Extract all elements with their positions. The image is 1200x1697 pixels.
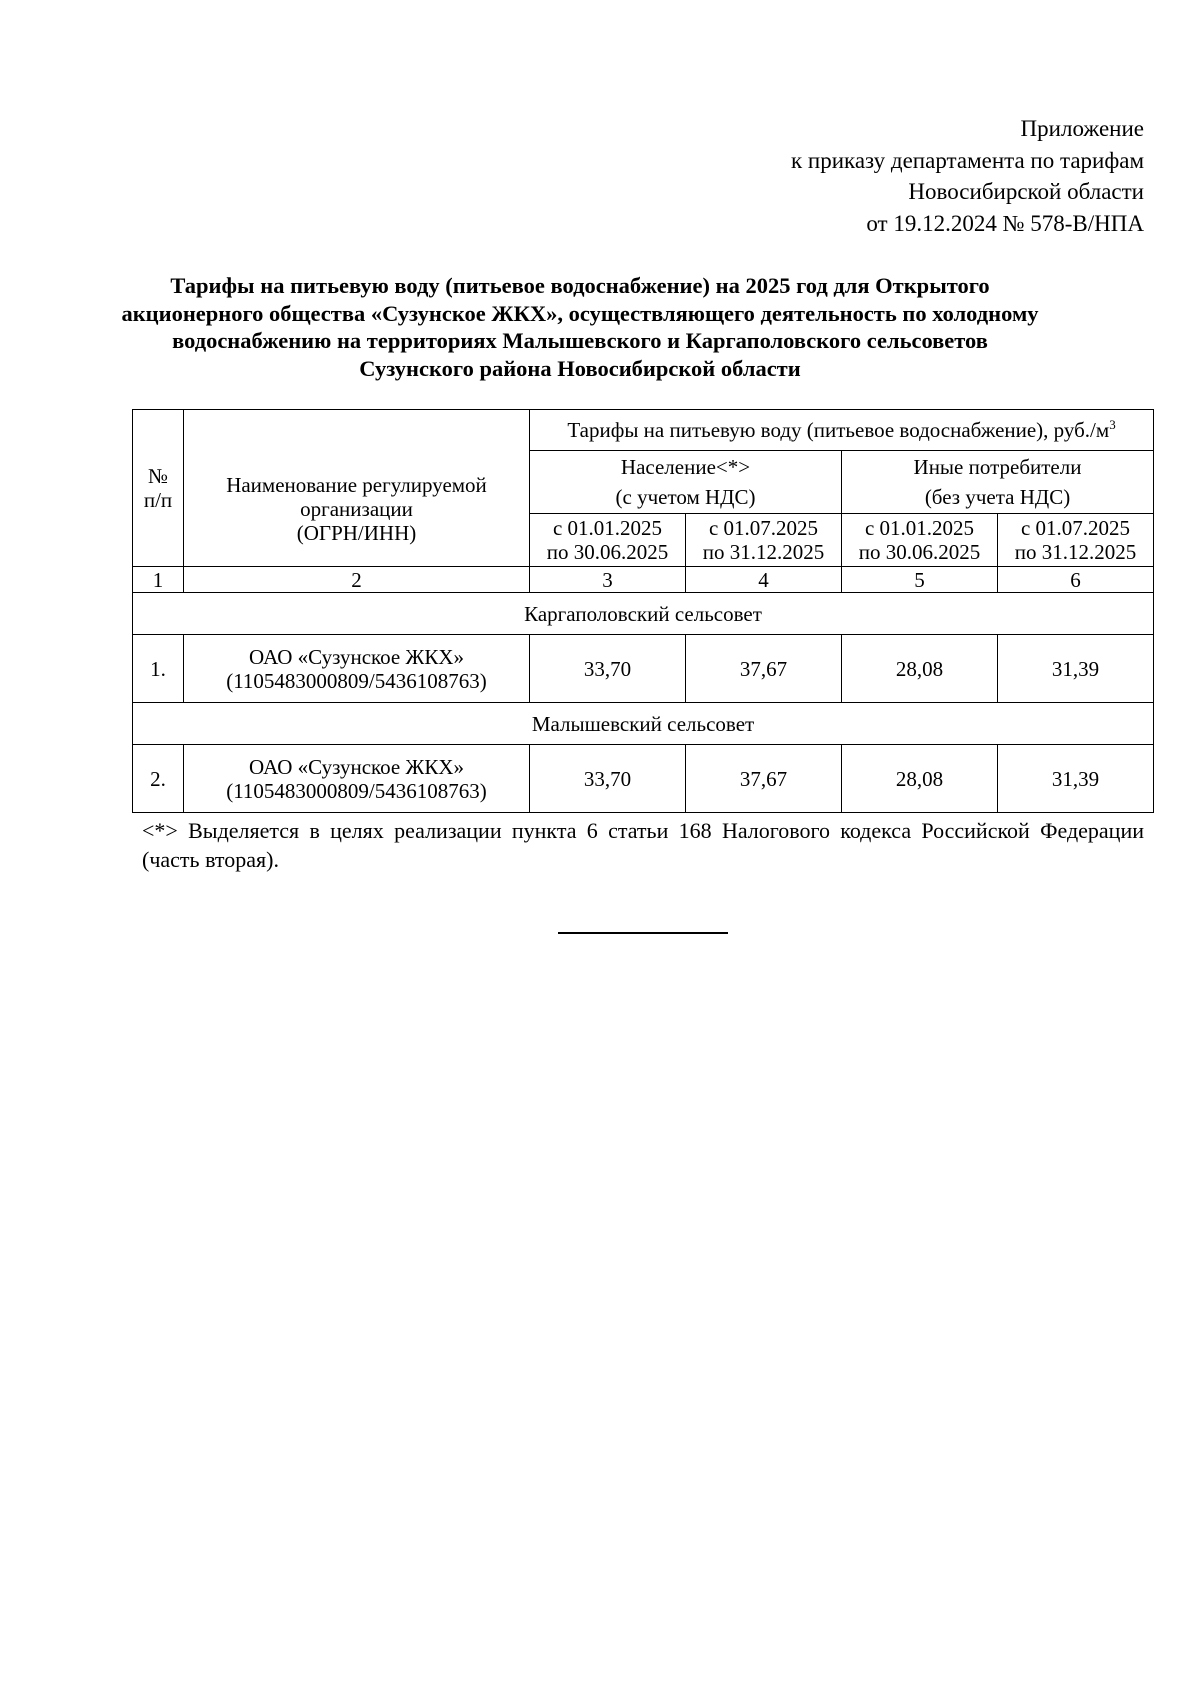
tariff-value: 37,67 bbox=[686, 745, 842, 813]
org-header-line: (ОГРН/ИНН) bbox=[296, 521, 417, 545]
others-header-line: (без учета НДС) bbox=[924, 485, 1071, 509]
org-ids: (1105483000809/5436108763) bbox=[226, 668, 487, 693]
period-header bbox=[842, 514, 998, 567]
tariffs-header-text: Тарифы на питьевую воду (питьевое водоснабжение), руб./м bbox=[567, 418, 1110, 442]
period-line: с 01.07.2025 bbox=[1020, 516, 1131, 540]
column-number: 5 bbox=[842, 567, 998, 593]
appendix-line: к приказу департамента по тарифам bbox=[790, 147, 1144, 173]
population-header-line: (с учетом НДС) bbox=[615, 485, 756, 509]
period-header bbox=[686, 514, 842, 567]
table-row bbox=[133, 745, 1154, 813]
org-name: ОАО «Сузунское ЖКХ» bbox=[248, 754, 464, 779]
title-line: водоснабжению на территориях Малышевского и Каргаполовского сельсоветов bbox=[172, 328, 988, 353]
period-line: по 31.12.2025 bbox=[1014, 540, 1137, 564]
number-column-header bbox=[133, 410, 184, 567]
org-header-line: Наименование регулируемой bbox=[226, 473, 487, 497]
tariff-value: 33,70 bbox=[530, 635, 686, 703]
section-row bbox=[133, 593, 1154, 635]
section-name: Малышевский сельсовет bbox=[133, 703, 1154, 745]
period-line: по 30.06.2025 bbox=[858, 540, 981, 564]
appendix-line: Новосибирской области bbox=[908, 179, 1144, 204]
title-line: акционерного общества «Сузунское ЖКХ», осуществляющего деятельность по холодному bbox=[121, 300, 1039, 326]
row-number: 1. bbox=[133, 635, 184, 703]
title-line: Сузунского района Новосибирской области bbox=[359, 355, 801, 381]
org-cell bbox=[184, 635, 530, 703]
appendix-block bbox=[791, 113, 1144, 239]
tariff-value: 28,08 bbox=[842, 745, 998, 813]
number-header-line: № bbox=[147, 464, 169, 488]
title-line: Тарифы на питьевую воду (питьевое водоснабжение) на 2025 год для Открытого bbox=[170, 273, 990, 298]
others-group-header bbox=[842, 451, 1154, 514]
period-line: с 01.01.2025 bbox=[552, 516, 663, 540]
period-line: с 01.07.2025 bbox=[708, 516, 819, 540]
appendix-line: Приложение bbox=[1020, 116, 1144, 141]
column-number: 6 bbox=[998, 567, 1154, 593]
appendix-line: от 19.12.2024 № 578-В/НПА bbox=[866, 210, 1144, 236]
document-title bbox=[110, 272, 1050, 382]
tariffs-header-sup: 3 bbox=[1109, 417, 1116, 432]
period-header bbox=[530, 514, 686, 567]
tariff-value: 31,39 bbox=[998, 635, 1154, 703]
tariffs-table bbox=[132, 409, 1154, 813]
section-name: Каргаполовский сельсовет bbox=[133, 593, 1154, 635]
header-row-1 bbox=[133, 410, 1154, 451]
tariff-value: 37,67 bbox=[686, 635, 842, 703]
footnote: <*> Выделяется в целях реализации пункта 6 статьи 168 Налогового кодекса Российской Федерации (часть вторая). bbox=[142, 818, 1144, 872]
tariff-value: 31,39 bbox=[998, 745, 1154, 813]
population-group-header bbox=[530, 451, 842, 514]
table-row bbox=[133, 635, 1154, 703]
org-ids: (1105483000809/5436108763) bbox=[226, 778, 487, 803]
org-header-line: организации bbox=[300, 497, 413, 521]
org-column-header bbox=[184, 410, 530, 567]
org-cell bbox=[184, 745, 530, 813]
population-header-line: Население<*> bbox=[620, 455, 751, 479]
section-row bbox=[133, 703, 1154, 745]
period-line: по 30.06.2025 bbox=[546, 540, 669, 564]
period-line: по 31.12.2025 bbox=[702, 540, 825, 564]
tariffs-group-header bbox=[530, 410, 1154, 451]
period-header bbox=[998, 514, 1154, 567]
end-divider bbox=[558, 932, 728, 934]
tariff-value: 28,08 bbox=[842, 635, 998, 703]
column-number: 1 bbox=[133, 567, 184, 593]
period-line: с 01.01.2025 bbox=[864, 516, 975, 540]
tariff-value: 33,70 bbox=[530, 745, 686, 813]
org-name: ОАО «Сузунское ЖКХ» bbox=[248, 644, 464, 669]
column-numbers-row bbox=[133, 567, 1154, 593]
column-number: 3 bbox=[530, 567, 686, 593]
column-number: 2 bbox=[184, 567, 530, 593]
row-number: 2. bbox=[133, 745, 184, 813]
column-number: 4 bbox=[686, 567, 842, 593]
number-header-line: п/п bbox=[143, 488, 173, 512]
others-header-line: Иные потребители bbox=[913, 455, 1082, 479]
